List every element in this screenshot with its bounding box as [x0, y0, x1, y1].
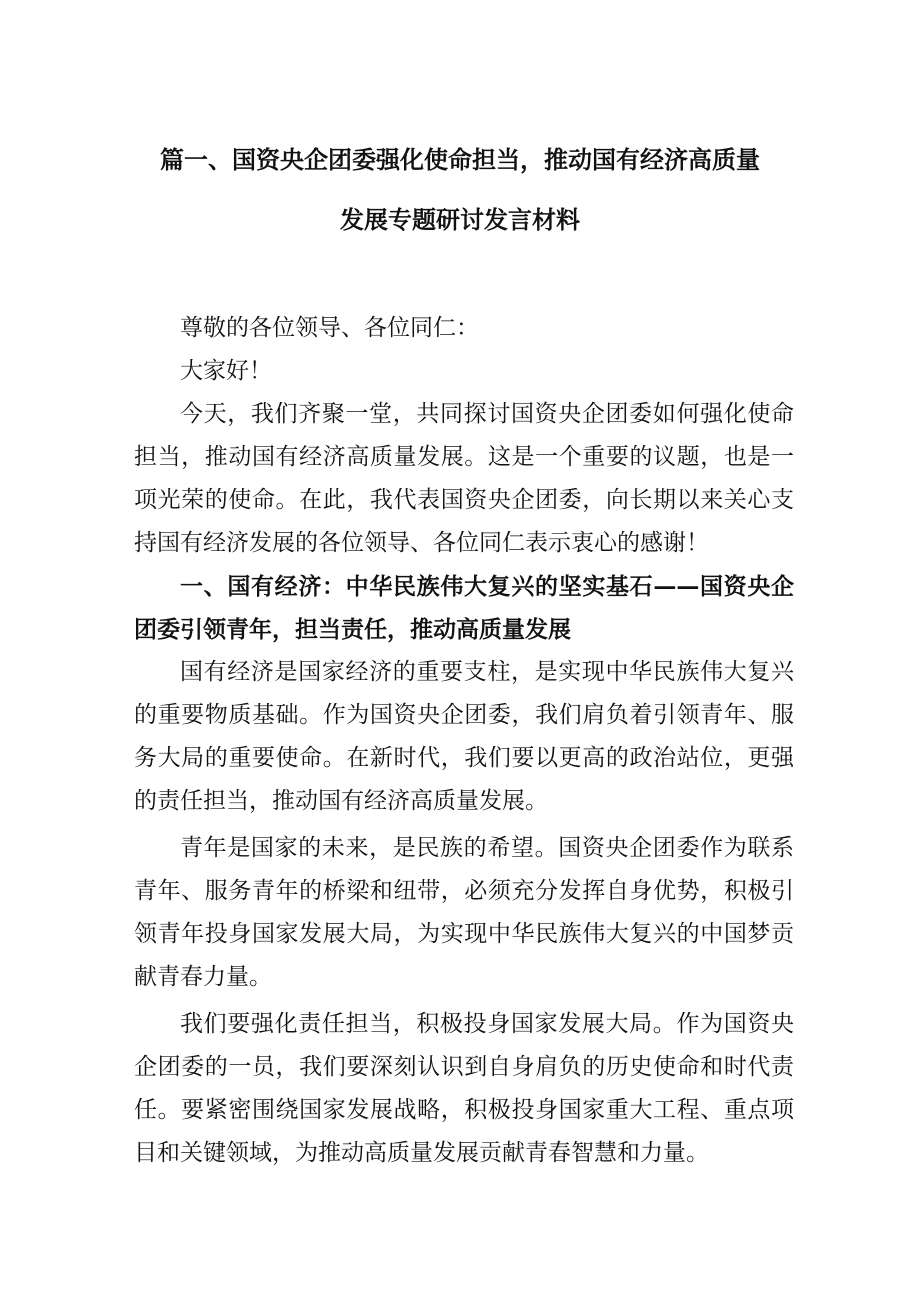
- document-body: [134, 307, 794, 1175]
- intro-paragraph: 今天，我们齐聚一堂，共同探讨国资央企团委如何强化使命担当，推动国有经济高质量发展。这是一个重要的议题，也是一项光荣的使命。在此，我代表国资央企团委，向长期以来关心支持国有经济发展的各位领导、各位同仁表示衷心的感谢！: [134, 401, 794, 556]
- greeting: 大家好！: [180, 358, 272, 384]
- salutation: 尊敬的各位领导、各位同仁：: [180, 315, 479, 341]
- section-1-heading: 一、国有经济：中华民族伟大复兴的坚实基石——国资央企团委引领青年，担当责任，推动高质量发展: [134, 573, 794, 643]
- body-paragraph-1: 国有经济是国家经济的重要支柱，是实现中华民族伟大复兴的重要物质基础。作为国资央企团委，我们肩负着引领青年、服务大局的重要使命。在新时代，我们要以更高的政治站位，更强的责任担当，推动国有经济高质量发展。: [134, 659, 794, 814]
- body-paragraph-2: 青年是国家的未来，是民族的希望。国资央企团委作为联系青年、服务青年的桥梁和纽带，必须充分发挥自身优势，积极引领青年投身国家发展大局，为实现中华民族伟大复兴的中国梦贡献青春力量。: [134, 835, 794, 990]
- body-paragraph-3: 我们要强化责任担当，积极投身国家发展大局。作为国资央企团委的一员，我们要深刻认识到自身肩负的历史使命和时代责任。要紧密围绕国家发展战略，积极投身国家重大工程、重点项目和关键领域，为推动高质量发展贡献青春智慧和力量。: [134, 1011, 794, 1166]
- document-title-line-2: 发展专题研讨发言材料: [340, 205, 580, 234]
- document-title-line-1: 篇一、国资央企团委强化使命担当，推动国有经济高质量: [160, 145, 760, 174]
